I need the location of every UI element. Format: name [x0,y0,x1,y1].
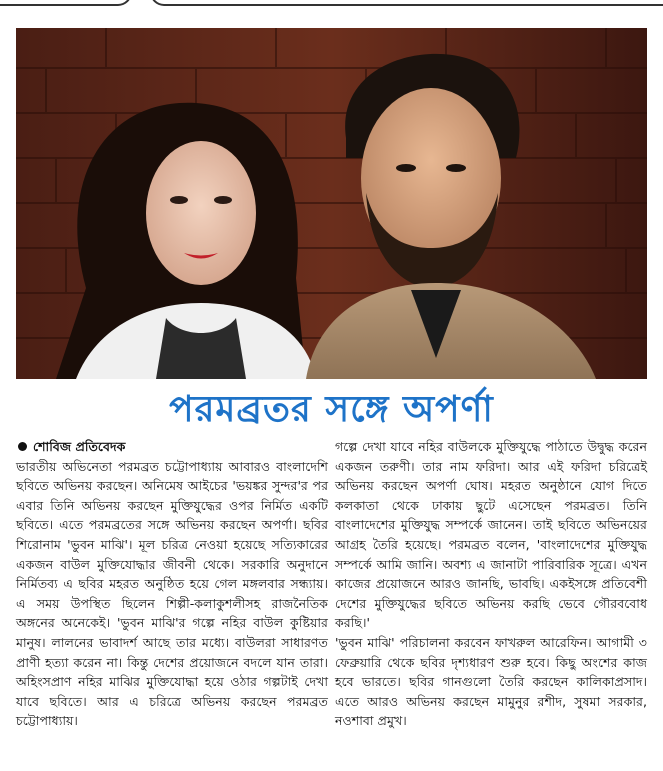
article-column-right [335,437,647,731]
page-top-border [0,0,663,8]
photo-of-two-actors-icon [16,28,647,379]
bullet-icon [18,442,27,451]
article-photo [16,28,647,379]
paragraph: 'ভুবন মাঝি' পরিচালনা করবেন ফাখরুল আরেফিন। আগামী ৩ ফেব্রুয়ারি থেকে ছবির দৃশ্যধারণ শুরু হবে। কিছু অংশের কাজ হবে ভারতে। ছবির গানগুলো তৈরি করছেন কালিকাপ্রসাদ। এতে আরও অভিনয় করছেন মামুনুর রশীদ, সুষমা সরকার, নওশাবা প্রমুখ। [335,634,647,729]
byline-text: শোবিজ প্রতিবেদক [33,439,126,454]
top-border-right-tab [150,0,663,6]
article-headline: পরমব্রতর সঙ্গে অপর্ণা [169,388,494,430]
paragraph: ভারতীয় অভিনেতা পরমব্রত চট্টোপাধ্যায় আবারও বাংলাদেশি ছবিতে অভিনয় করছেন। অনিমেষ আইচের 'ভয়ঙ্কর সুন্দর'র পর এবার তিনি অভিনয় করছেন মুক্তিযুদ্ধের ওপর নির্মিত একটি ছবিতে। এতে পরমব্রতের সঙ্গে অভিনয় করছেন অপর্ণা। ছবির শিরোনাম 'ভুবন মাঝি'। মূল চরিত্র নেওয়া হয়েছে সত্যিকারের একজন বাউল মুক্তিযোদ্ধার জীবনী থেকে। সরকারি অনুদানে নির্মিতব্য এ ছবির মহরত অনুষ্ঠিত হয়ে গেল মঙ্গলবার সন্ধ্যায়। এ সময় উপস্থিত ছিলেন শিল্পী-কলাকুশলীসহ রাজনৈতিক অঙ্গনের অনেকেই। 'ভুবন মাঝি'র গল্পে নহির বাউল কুষ্টিয়ার মানুষ। লালনের ভাবাদর্শ আছে তার মধ্যে। বাউলরা সাধারণত প্রাণী হত্যা করেন না। কিন্তু দেশের প্রয়োজনে বদলে যান তারা। অহিংসপ্রাণ নহির মাঝির মুক্তিযোদ্ধা হয়ে ওঠার গল্পটাই দেখা যাবে ছবিতে। আর এ চরিত্রে অভিনয় করছেন পরমব্রত চট্টোপাধ্যায়। [16,458,328,729]
article-column-left [16,437,328,731]
paragraph: গল্পে দেখা যাবে নহির বাউলকে মুক্তিযুদ্ধে পাঠাতে উদ্বুদ্ধ করেন একজন তরুণী। তার নাম ফরিদা। আর এই ফরিদা চরিত্রেই অভিনয় করছেন অপর্ণা ঘোষ। মহরত অনুষ্ঠানে যোগ দিতে কলকাতা থেকে ঢাকায় ছুটে এসেছেন পরমব্রত। তিনি বাংলাদেশের মুক্তিযুদ্ধ সম্পর্কে জানেন। তাই ছবিতে অভিনয়ের আগ্রহ তৈরি হয়েছে। পরমব্রত বলেন, 'বাংলাদেশের মুক্তিযুদ্ধ সম্পর্কে আমি জানি। অবশ্য এ জানাটা পারিবারিক সূত্রে। এখন কাজের প্রয়োজনে আরও জানছি, ভাবছি। একইসঙ্গে প্রতিবেশী দেশের মুক্তিযুদ্ধের ছবিতে অভিনয় করছি ভেবে গৌরববোধ করছি।' [335,439,647,631]
byline [16,437,328,457]
top-border-left-tab [0,0,132,6]
